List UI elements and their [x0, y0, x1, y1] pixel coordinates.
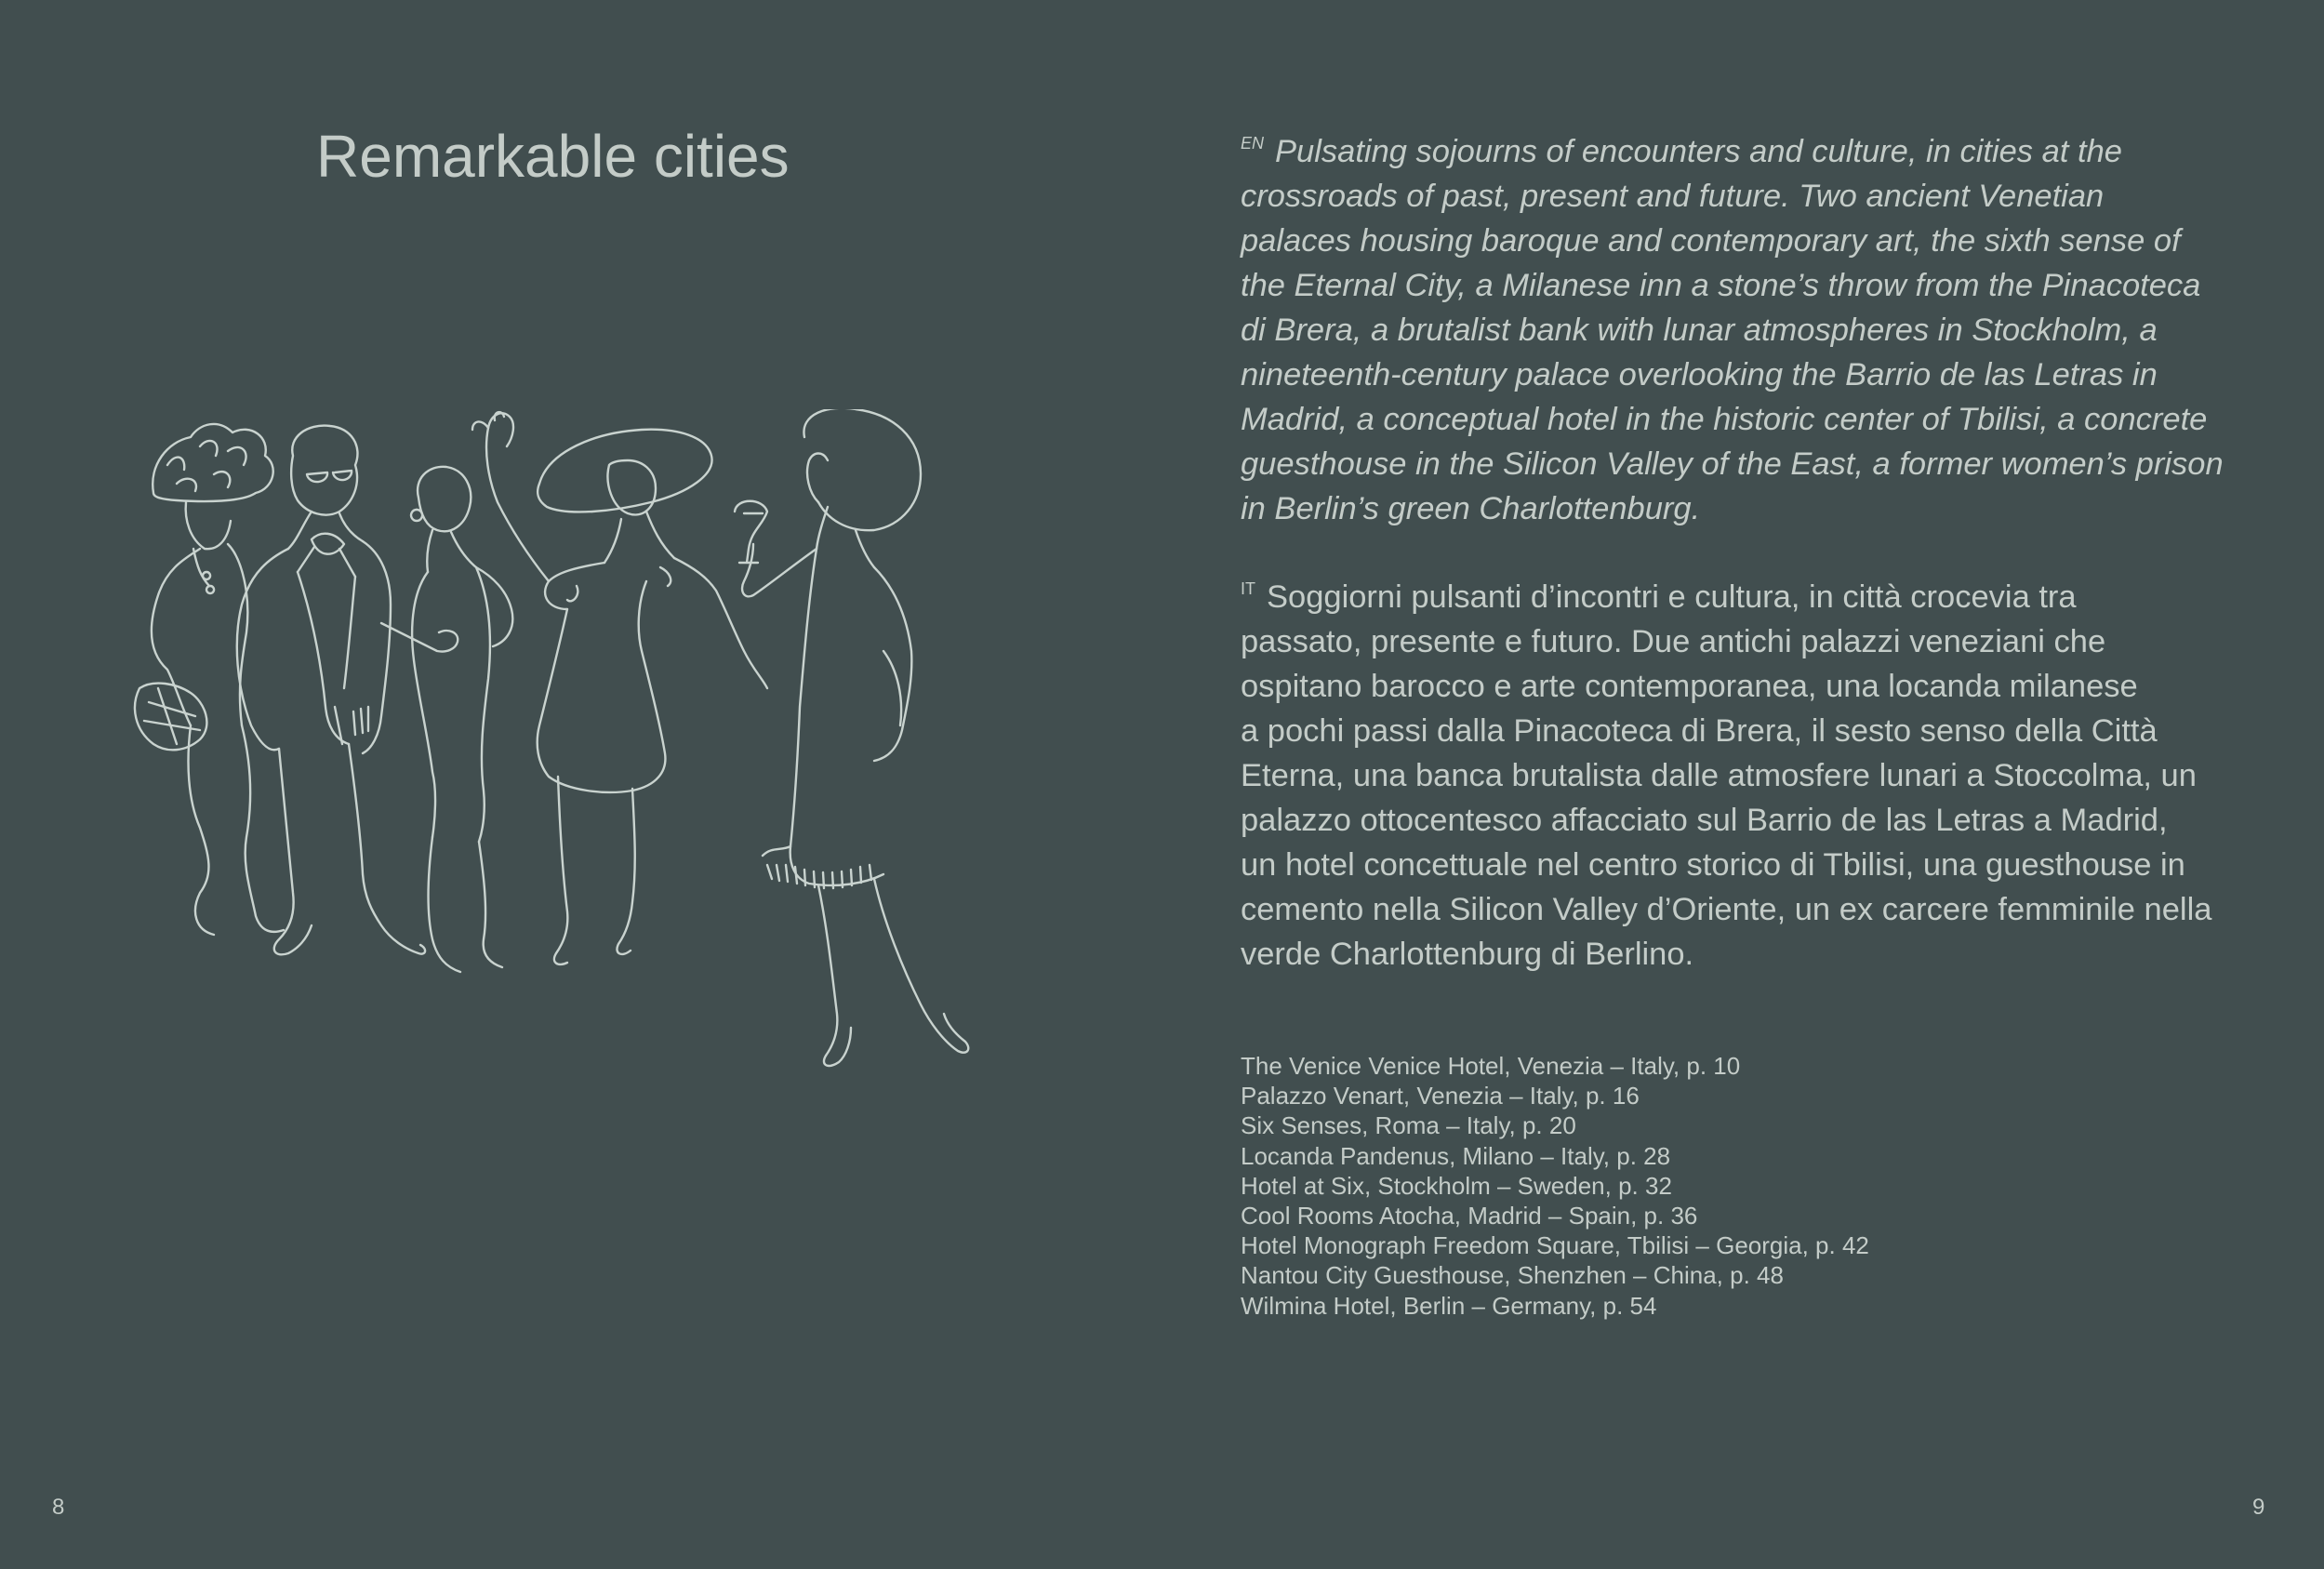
figure-man-sunglasses: [237, 426, 458, 955]
english-line-5: di Brera, a brutalist bank with lunar atmospheres in Stockholm, a: [1241, 312, 2158, 348]
list-item: Palazzo Venart, Venezia – Italy, p. 16: [1241, 1082, 1640, 1110]
italian-line-3: ospitano barocco e arte contemporanea, una locanda milanese: [1241, 669, 2138, 704]
english-line-7: Madrid, a conceptual hotel in the historic center of Tbilisi, a concrete: [1241, 402, 2208, 437]
right-page-number: 9: [2252, 1495, 2265, 1520]
figure-bald-woman: [411, 467, 512, 972]
english-line-4: the Eternal City, a Milanese inn a stone’s throw from the Pinacoteca: [1241, 268, 2201, 303]
english-line-6: nineteenth-century palace overlooking the Barrio de las Letras in: [1241, 357, 2158, 392]
italian-language-tag: IT: [1241, 579, 1255, 598]
list-item: Nantou City Guesthouse, Shenzhen – China, p. 48: [1241, 1261, 1784, 1290]
figure-wide-hat-woman: [472, 412, 767, 964]
dancing-people-illustration: [112, 409, 1042, 1153]
english-line-2: crossroads of past, present and future. Two ancient Venetian: [1241, 179, 2105, 214]
list-item: Cool Rooms Atocha, Madrid – Spain, p. 36: [1241, 1202, 1698, 1230]
figure-flower-hat-woman: [135, 424, 284, 935]
italian-line-6: palazzo ottocentesco affacciato sul Barrio de las Letras a Madrid,: [1241, 803, 2168, 838]
english-line-8: guesthouse in the Silicon Valley of the East, a former women’s prison: [1241, 446, 2224, 482]
english-paragraph: [1241, 121, 2282, 531]
list-item: The Venice Venice Hotel, Venezia – Italy, p. 10: [1241, 1052, 1741, 1080]
italian-line-2: passato, presente e futuro. Due antichi palazzi veneziani che: [1241, 624, 2106, 659]
italian-line-7: un hotel concettuale nel centro storico di Tbilisi, una guesthouse in: [1241, 847, 2185, 883]
list-item: Six Senses, Roma – Italy, p. 20: [1241, 1111, 1576, 1140]
left-page-number: 8: [52, 1495, 65, 1520]
list-item: Hotel at Six, Stockholm – Sweden, p. 32: [1241, 1171, 1672, 1200]
italian-line-4: a pochi passi dalla Pinacoteca di Brera, il sesto senso della Città: [1241, 713, 2158, 749]
list-item: Wilmina Hotel, Berlin – Germany, p. 54: [1241, 1291, 1657, 1320]
page-title: Remarkable cities: [316, 123, 790, 190]
list-item: Locanda Pandenus, Milano – Italy, p. 28: [1241, 1141, 1671, 1170]
italian-paragraph: [1241, 566, 2282, 977]
english-line-1: $^{EN}$ Pulsating sojourns of encounters and culture, in cities at the: [1241, 134, 2122, 169]
list-item: Hotel Monograph Freedom Square, Tbilisi – Georgia, p. 42: [1241, 1231, 1869, 1260]
italian-line-5: Eterna, una banca brutalista dalle atmosfere lunari a Stoccolma, un: [1241, 758, 2197, 793]
english-line-9: in Berlin’s green Charlottenburg.: [1241, 491, 1701, 526]
figure-afro-woman-cocktail: [735, 409, 968, 1066]
english-line-3: palaces housing baroque and contemporary art, the sixth sense of: [1241, 223, 2181, 259]
italian-line-1: $^{IT}$ Soggiorni pulsanti d’incontri e cultura, in città crocevia tra: [1241, 579, 2077, 615]
line-drawing: [112, 409, 1042, 1153]
hotel-index-list: [1241, 1051, 2282, 1321]
english-language-tag: EN: [1241, 134, 1265, 153]
italian-line-9: verde Charlottenburg di Berlino.: [1241, 937, 1694, 972]
italian-line-8: cemento nella Silicon Valley d’Oriente, un ex carcere femminile nella: [1241, 892, 2212, 927]
